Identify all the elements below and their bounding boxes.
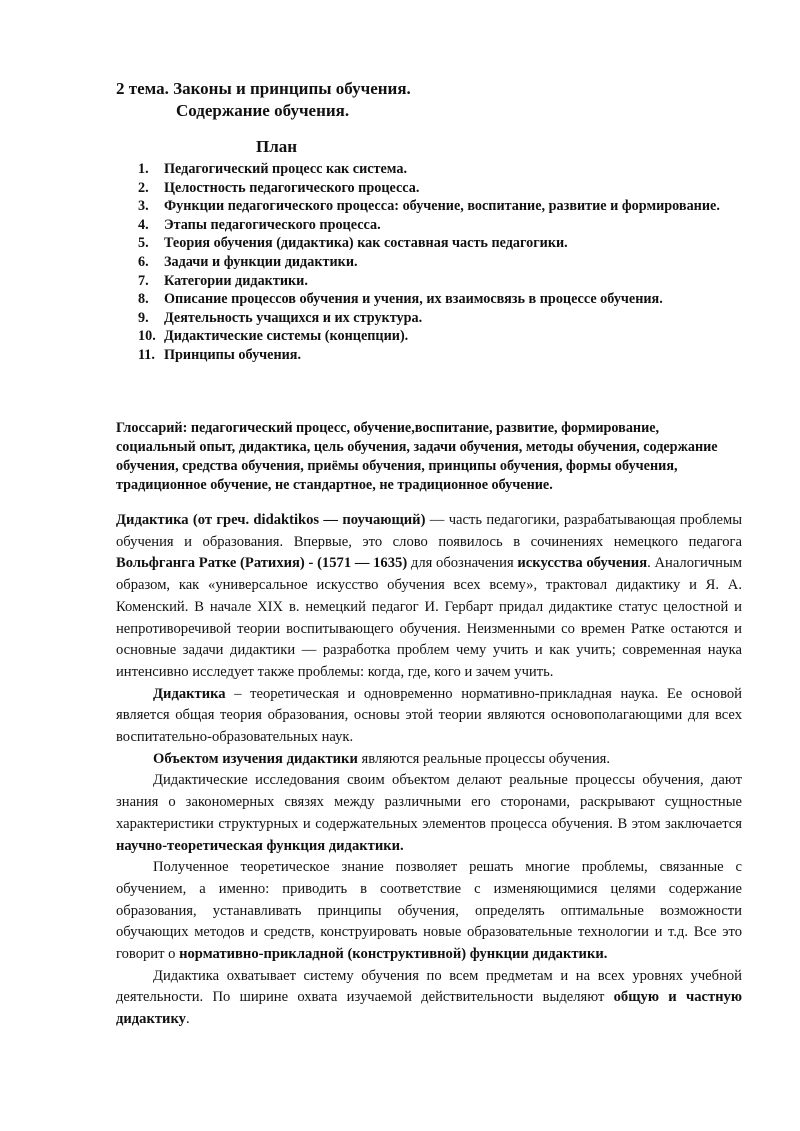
paragraph-text: Дидактические исследования своим объектом делают реальные процессы обучения, дают знания о закономерных связях между различными его сторонами, раскрывают сущностные характеристики структурных и содержательных элементов процесса обучения. В этом заключается [116,772,742,832]
paragraph-general-particular [116,966,742,1031]
plan-item [138,197,742,216]
paragraph-text: – теоретическая и одновременно нормативно-прикладная наука. Ее основой является общая теория образования, основы этой теории являются основополагающими для всех воспитательно-образовательных наук. [116,685,742,746]
plan-item-number: 6. [138,253,149,270]
plan-item-number: 3. [138,198,149,215]
paragraph-didactics-definition [116,510,742,684]
plan-item-text: Категории дидактики. [164,272,308,289]
bold-term: искусства обучения [517,555,648,572]
plan-item [138,216,742,235]
title-line-2: Содержание обучения. [176,101,350,120]
paragraph-text: Полученное теоретическое знание позволяет решать многие проблемы, связанные с обучением, а именно: приводить в соответствие с изменяющимися целями содержание образования, устанавливать принципы обучения, определять оптимальные возможности обучающих методов и средств, конструировать новые образовательные технологии и т.д. Все это говорит о [116,859,742,963]
plan-item-number: 2. [138,179,149,196]
plan-item [138,160,742,179]
plan-item-text: Теория обучения (дидактика) как составная часть педагогики. [164,235,568,252]
plan-item-number: 4. [138,216,149,233]
plan-item-text: Педагогический процесс как система. [164,161,408,177]
plan-item [138,346,742,365]
plan-item [138,234,742,253]
plan-item-text: Функции педагогического процесса: обучение, воспитание, развитие и формирование. [164,198,720,215]
paragraph-text: — часть педагогики, разрабатывающая проблемы обучения и образования. Впервые, это слово появилось в сочинениях немецкого педагога [116,512,743,550]
bold-term: Дидактика (от греч. didaktikos — поучающий) [116,512,426,528]
bold-term: научно-теоретическая функция дидактики. [116,837,404,854]
paragraph-text: являются реальные процессы обучения. [357,750,610,767]
plan-item [138,272,742,291]
plan-item-text: Дидактические системы (концепции). [164,328,409,345]
glossary: Глоссарий: педагогический процесс, обучение,воспитание, развитие, формирование, социальный опыт, дидактика, цель обучения, задачи обучения, методы обучения, содержание обучения, средства обучения, приёмы обучения, принципы обучения, формы обучения, традиционное обучение, не стандартное, не традиционное обучение. [116,420,718,493]
paragraph-text: для обозначения [407,555,518,572]
plan-list [138,160,742,365]
plan-item-text: Целостность педагогического процесса. [164,179,420,196]
plan-item [138,179,742,198]
plan-heading: План [256,137,298,156]
paragraph-text: . [185,1011,190,1028]
title-line-1: 2 тема. Законы и принципы обучения. [116,79,411,98]
plan-item-number: 5. [138,235,149,252]
plan-item-number: 1. [138,161,149,177]
body-text [116,510,742,1031]
plan-item [138,290,742,309]
plan-item-text: Описание процессов обучения и учения, их взаимосвязь в процессе обучения. [164,291,663,308]
bold-term: Дидактика [153,685,226,702]
plan-item-number: 10. [138,328,156,345]
paragraph-text: . Аналогичным образом, как «универсальное искусство обучения всех всему», трактовал дидактику и Я. А. Коменский. В начале XIX в. немецкий педагог И. Гербарт придал дидактике статус целостной и непротиворечивой теории воспитывающего обучения. Неизменными со времен Ратке остаются и основные задачи дидактики — разработка проблем чему учить и как учить; современная наука интенсивно исследует также проблемы: когда, где, кого и зачем учить. [116,555,742,680]
plan-item-text: Задачи и функции дидактики. [164,253,358,270]
plan-item-number: 9. [138,309,149,326]
plan-item-number: 8. [138,291,149,308]
plan-item [138,253,742,272]
page-title [116,78,411,122]
paragraph-didactics-science [116,684,742,749]
paragraph-text: Дидактика охватывает систему обучения по всем предметам и на всех уровнях учебной деятельности. По ширине охвата изучаемой действительности выделяют [116,967,742,1006]
plan-item [138,327,742,346]
plan-item-text: Принципы обучения. [164,346,302,363]
bold-term: общую и частную дидактику [116,989,742,1028]
paragraph-applied-function [116,857,742,966]
bold-term: Объектом изучения дидактики [153,750,358,767]
paragraph-theoretical-function [116,770,742,857]
plan-item-number: 7. [138,272,149,289]
plan-item-text: Деятельность учащихся и их структура. [164,309,423,326]
paragraph-object [116,749,742,771]
bold-term: Вольфганга Ратке (Ратихия) - (1571 — 1635) [116,555,408,572]
plan-item-text: Этапы педагогического процесса. [164,216,381,233]
bold-term: нормативно-прикладной (конструктивной) функции дидактики. [179,946,608,963]
plan-item [138,309,742,328]
plan-item-number: 11. [138,346,155,363]
